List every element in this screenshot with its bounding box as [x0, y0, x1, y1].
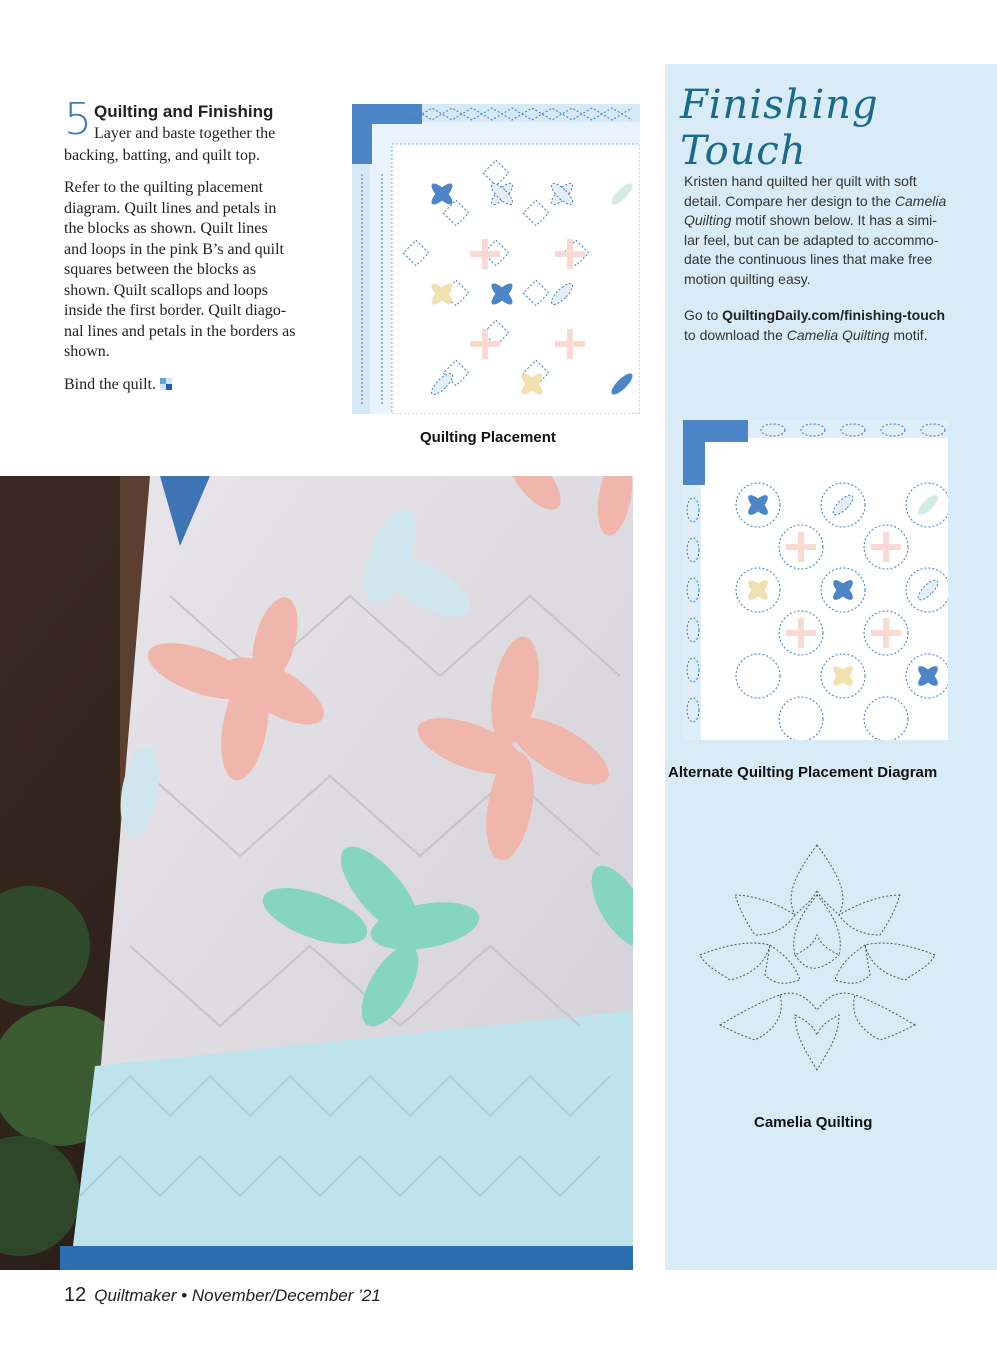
download-link[interactable]: QuiltingDaily.com/finishing-touch [722, 307, 946, 323]
quilt-photo [0, 476, 633, 1270]
step-intro-b: backing, batting, and quilt top. [64, 147, 260, 164]
magazine-name: Quiltmaker [94, 1286, 177, 1305]
page-number: 12 [64, 1284, 87, 1306]
step-number: 5 [64, 94, 92, 145]
page-footer [64, 1284, 381, 1307]
caption-quilting-placement: Quilting Placement [420, 429, 556, 446]
caption-alternate-placement: Alternate Quilting Placement Diagram [668, 764, 938, 781]
sidebar-title: Finishing Touch [680, 82, 879, 174]
camelia-quilting-motif [695, 835, 940, 1080]
bind-paragraph: Bind the quilt. [64, 375, 340, 396]
instructions-paragraph: Refer to the quilting placement diagram. Quilt lines and petals in the blocks as shown. Quilt lines and loops in the pink B’s and quilt squares between the blocks as shown. Quilt scallops and loops inside the first border. Quilt diago- nal lines and petals in the borders as shown. [64, 179, 296, 360]
issue-date: • November/December ’21 [176, 1286, 381, 1305]
end-mark-icon [160, 376, 172, 388]
sidebar-paragraph-2: Go to QuiltingDaily.com/finishing-touch to download the Camelia Quilting motif. [684, 307, 946, 343]
step-intro-a: Layer and baste together the [94, 125, 276, 142]
sidebar-paragraph-1: Kristen hand quilted her quilt with soft detail. Compare her design to the Camelia Quilting motif shown below. It has a simi- lar feel, but can be adapted to accommo- date the continuous lines that make free motion quilting easy. [684, 173, 947, 287]
step-title: Quilting and Finishing [94, 102, 274, 121]
caption-camelia-quilting: Camelia Quilting [754, 1114, 873, 1131]
quilting-placement-diagram [352, 104, 640, 419]
alternate-placement-diagram [683, 420, 948, 745]
